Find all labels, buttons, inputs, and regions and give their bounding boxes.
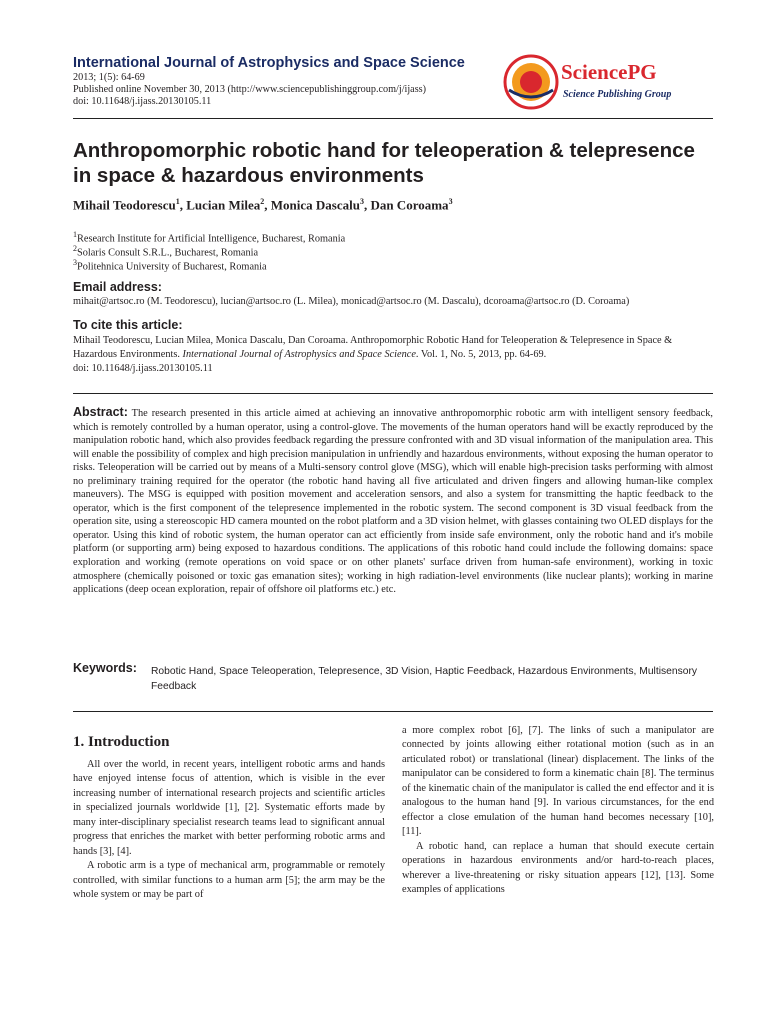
header-rule xyxy=(73,118,713,119)
author-name: Mihail Teodorescu xyxy=(73,197,176,213)
citation-journal: International Journal of Astrophysics and Space Science xyxy=(182,349,416,360)
abstract-text: The research presented in this article aimed at achieving an innovative anthropomorphic robotic arm with intelligent sensory feedback, which is remotely controlled by a human operator, using a control-glove. The movements of the human operators hand will be exactly reproduced by the manipulation robotic hand, which also provides feedback regarding the pressure confronted with and 3D visual information of the manipulation area. This will enable the possibility of complex and high precision manipulation in unfriendly and hazardous environments, without exposing the human operator to risks. Teleoperation will be carried out by means of a Multi-sensory control glove (MSG), which will enable high-precision tasks performing with almost no preliminary training required for the operator (the robotic hand having all five articulated and driven fingers and allowing human-like complex maneuvers). The MSG is equipped with position movement and acceleration sensors, and also a system for transmitting the haptic feedback to the operator, which is the first component of the telepresence implemented in the robotic system. The second component is 3D visual feedback from the operation site, using a stereoscopic HD camera mounted on the robot platform and a 3D vision helmet, with glasses containing two OLED displays for the operator. Using this kind of robotic system, the human operator can act efficiently from inside safe environment, only the robotic hand and it's mobile platform (or supporting arm) being exposed to hazardous conditions. The applications of this robotic hand could include the following domains: space exploration and working (remote operations on void space or on other planets' surface driven from human-safe environment), working in toxic atmosphere (chemically poisoned or toxic gas emanation sites); working in high radiation-level environments (like nuclear plants); working in marine applications (deep ocean exploration, repair of offshore oil platforms etc.) etc. xyxy=(73,408,713,596)
sciencepg-logo xyxy=(503,54,715,110)
email-addresses: mihait@artsoc.ro (M. Teodorescu), lucian@artsoc.ro (L. Milea), monicad@artsoc.ro (M. Dascalu), dcoroama@artsoc.ro (D. Coroama) xyxy=(73,296,630,307)
author-sup: 2 xyxy=(260,197,265,206)
citation-doi: doi: 10.11648/j.ijass.20130105.11 xyxy=(73,363,213,374)
body-column-right xyxy=(402,724,714,897)
author-name: Lucian Milea xyxy=(186,197,261,213)
section-heading-introduction: 1. Introduction xyxy=(73,734,170,750)
citation-text xyxy=(73,334,713,376)
affiliation-text: Politehnica University of Bucharest, Romania xyxy=(77,261,267,273)
cite-label: To cite this article: xyxy=(73,318,183,332)
logo-emblem-icon xyxy=(503,54,559,110)
logo-subtitle: Science Publishing Group xyxy=(563,89,672,100)
paper-title: Anthropomorphic robotic hand for teleoperation & telepresence in space & hazardous environments xyxy=(73,139,695,187)
journal-volume: 2013; 1(5): 64-69 xyxy=(73,72,145,83)
author-sup: 1 xyxy=(175,197,180,206)
affiliation-sup: 3 xyxy=(73,258,77,267)
author-name: Monica Dascalu xyxy=(270,197,360,213)
author-list: Mihail Teodorescu$^1$, Lucian Milea$^2$, Monica Dascalu$^3$, Dan Coroama$^3$ xyxy=(73,197,453,213)
abstract-top-rule xyxy=(73,393,713,394)
citation-volume: . Vol. 1, No. 5, 2013, pp. 64-69. xyxy=(415,349,547,360)
abstract-label: Abstract: xyxy=(73,405,128,419)
header-doi: doi: 10.11648/j.ijass.20130105.11 xyxy=(73,96,212,107)
citation-authors-title: Mihail Teodorescu, Lucian Milea, Monica Dascalu, Dan Coroama. Anthropomorphic Robotic Hand for Teleoperation & Telepresence in Space & Hazardous Environments. xyxy=(73,335,673,360)
affiliation xyxy=(73,256,267,273)
logo-name: SciencePG xyxy=(561,60,657,84)
paragraph: a more complex robot [6], [7]. The links of such a manipulator are connected by joints allowing either rotational motion (such as in an articulated robot) or translational (linear) displacement. The links of the manipulator can be considered to form a kinematic chain [8]. The terminus of the kinematic chain of the manipulator is called the end effector and it is analogous to the human hand [9]. In various circumstances, for the end effector a close emulation of the human hand becomes necessary [10], [11]. xyxy=(402,725,714,838)
journal-name: International Journal of Astrophysics and Space Science xyxy=(73,55,465,71)
keywords-text: Robotic Hand, Space Teleoperation, Telepresence, 3D Vision, Haptic Feedback, Hazardous Environments, Multisensory Feedback xyxy=(151,666,698,692)
paragraph: All over the world, in recent years, intelligent robotic arms and hands have enjoyed intense focus of attention, which is visible in the ever increasing number of international research projects and scientific articles in specialized journals worldwide [1], [2]. Systematic efforts made by many inter-disciplinary specialist research teams lead to significant annual progress that enriches the market with better performing robotic arms and hands [3], [4]. xyxy=(73,759,385,857)
affiliation-sup: 2 xyxy=(73,244,77,253)
published-online: Published online November 30, 2013 (http://www.sciencepublishinggroup.com/j/ijass) xyxy=(73,84,427,95)
affiliation-text: Solaris Consult S.R.L., Bucharest, Romania xyxy=(77,247,259,259)
keywords-label: Keywords: xyxy=(73,661,137,675)
affiliation-sup: 1 xyxy=(73,230,77,239)
author-name: Dan Coroama xyxy=(370,197,449,213)
abstract xyxy=(73,406,713,597)
body-column-left xyxy=(73,758,385,903)
keywords-bottom-rule xyxy=(73,711,713,712)
author-sup: 3 xyxy=(448,197,453,206)
author-sup: 3 xyxy=(359,197,364,206)
paragraph: A robotic arm is a type of mechanical arm, programmable or remotely controlled, with similar functions to a human arm [5]; the arm may be the whole system or may be part of xyxy=(73,860,385,901)
email-label: Email address: xyxy=(73,280,162,294)
paragraph: A robotic hand, can replace a human that should execute certain operations in hazardous environments and/or hard-to-reach places, wherever a live-threatening or risky situation appears [12], [13]. Some examples of applications xyxy=(402,840,714,895)
affiliation-text: Research Institute for Artificial Intelligence, Bucharest, Romania xyxy=(77,233,346,245)
